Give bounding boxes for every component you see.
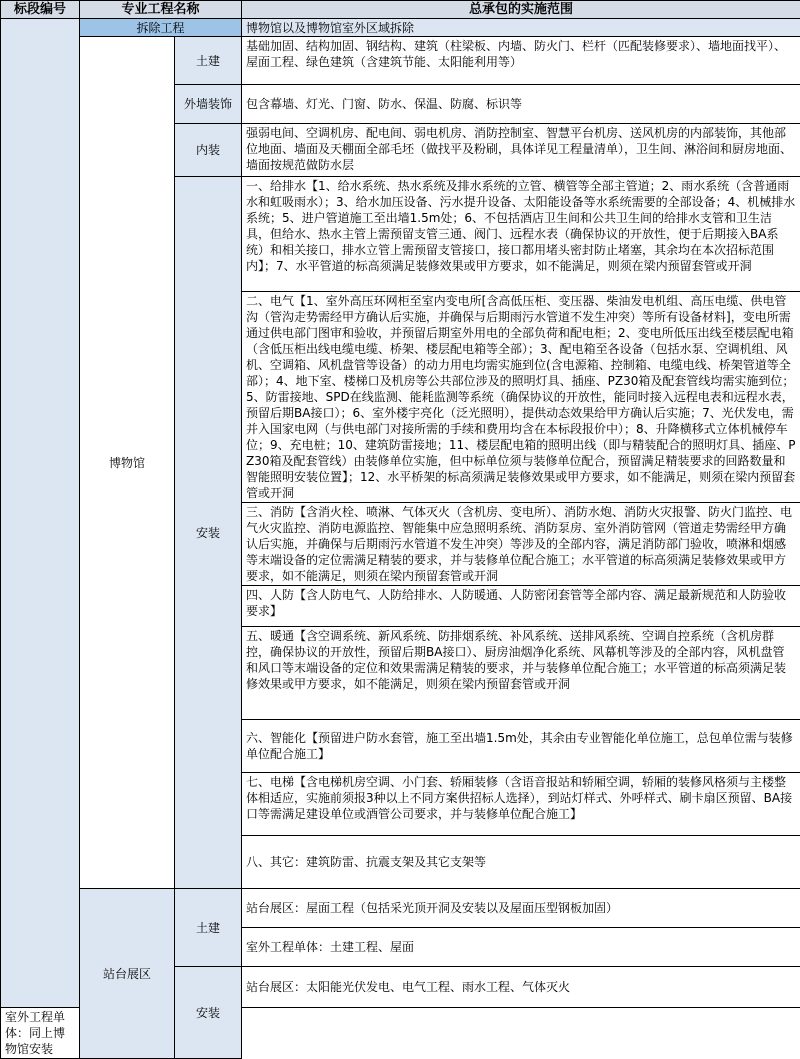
- header-row: [1, 1, 800, 19]
- install-item: 三、消防【含消火栓、喷淋、气体灭火（含机房、变电所）、消防水炮、消防火灾报警、防火门监控、电气火灾监控、消防电源监控、智能集中应急照明系统、消防泵房、室外消防管网（管道走势需经甲方确认后实施，并确保与后期雨污水管道不发生冲突）等涉及的全部内容，满足消防部门验收，喷淋和烟感等末端设备的定位需满足精装的要求，并与装修单位配合施工；水平管道的标高须满足装修效果或甲方要求，如不能满足，则须在梁内预留套管或开洞: [242, 503, 800, 586]
- install-item: 二、电气【1、室外高压环网柜至室内变电所[含高低压柜、变压器、柴油发电机组、高压电缆、供电管沟（管沟走势需经甲方确认后实施，并确保与后期雨污水管道不发生冲突）等所有设备材料]，变电所需通过供电部门图审和验收，并预留后期室外用电的全部负荷和配电柜；2、变电所低压出线至楼层配电箱（含低压柜出线电缆电缆、桥架、楼层配电箱等全部）；3、配电箱至各设备（包括水泵、空调机组、风机、空调箱、风机盘管等设备）的动力用电均需实施到位(含电源箱、控制箱、电缆电线、桥架管道等全部）；4、地下室、楼梯口及机房等公共部位涉及的照明灯具、插座、PZ30箱及配套管线均需实施到位；5、防雷接地、SPD在线监测、能耗监测等系统（确保协议的开放性，能同时接入远程电表和远程水表，预留后期BA接口）；6、室外楼宇亮化（泛光照明），提供动态效果给甲方确认后实施；7、光伏发电，需并入国家电网（与供电部门对接所需的手续和费用均含在本标段报价中）；8、升降横移式立体机械停车位；9、充电桩；10、建筑防雷接地；11、楼层配电箱的照明出线（即与精装配合的照明灯具、插座、PZ30箱及配套管线）由装修单位实施，但中标单位须与装修单位配合，预留满足精装要求的回路数量和智能照明安装位置】；12、水平桥架的标高须满足装修效果或甲方要求，如不能满足，则须在梁内预留套管或开洞: [242, 292, 800, 503]
- install-item: 四、人防【含人防电气、人防给排水、人防暖通、人防密闭套管等全部内容、满足最新规范和人防验收要求】: [242, 586, 800, 627]
- platform-install-label: 安装: [175, 967, 242, 1059]
- museum-interior-text: 强弱电间、空调机房、配电间、弱电机房、消防控制室、智慧平台机房、送风机房的内部装饰，其他部位地面、墙面及天棚面全部毛坯（做找平及粉刷，具体详见工程量清单），卫生间、淋浴间和厨房地面、墙面按规范做防水层: [242, 124, 800, 177]
- demolition-row: [1, 19, 800, 37]
- install-item: 七、电梯【含电梯机房空调、小门套、轿厢装修（含语音报站和轿厢空调，轿厢的装修风格须与主楼整体相适应，实施前须报3种以上不同方案供招标人选择），到站灯样式、外呼样式、刷卡扇区预留、BA接口等需满足建设单位或酒管公司要求，并与装修单位配合施工】: [242, 773, 800, 836]
- museum-interior-label: 内装: [175, 124, 242, 177]
- install-item: 六、智能化【预留进户防水套管，施工至出墙1.5m处，其余由专业智能化单位施工，总包单位需与装修单位配合施工】: [242, 720, 800, 773]
- museum-facade-text: 包含幕墙、灯光、门窗、防水、保温、防腐、标识等: [242, 85, 800, 124]
- platform-install-text-1: 站台展区：太阳能光伏发电、电气工程、雨水工程、气体灭火: [242, 967, 800, 1008]
- museum-civil-label: 土建: [175, 37, 242, 85]
- platform-name: 站台展区: [80, 889, 175, 1059]
- install-item: 五、暖通【含空调系统、新风系统、防排烟系统、补风系统、送排风系统、空调自控系统（含机房群控，确保协议的开放性，预留后期BA接口）、厨房油烟净化系统、风幕机等涉及的全部内容，风机盘管和风口等末端设备的定位和效果需满足精装的要求，并与装修单位配合施工；水平管道的标高须满足装修效果或甲方要求，如不能满足，则须在梁内预留套管或开洞: [242, 627, 800, 720]
- museum-install-label: 安装: [175, 177, 242, 889]
- museum-civil-row: [1, 37, 800, 85]
- platform-civil-text-1: 站台展区：屋面工程（包括采光顶开洞及安装以及屋面压型钢板加固）: [242, 889, 800, 928]
- install-item: 八、其它：建筑防雷、抗震支架及其它支架等: [242, 836, 800, 889]
- museum-civil-text: 基础加固、结构加固、钢结构、建筑（柱梁板、内墙、防火门、栏杆（匹配装修要求）、墙地面找平）、屋面工程、绿色建筑（含建筑节能、太阳能利用等）: [242, 37, 800, 85]
- platform-install-text-2: 室外工程单体：同上博物馆安装: [1, 1008, 80, 1059]
- museum-facade-label: 外墙装饰: [175, 85, 242, 124]
- header-project-name: 专业工程名称: [80, 1, 242, 19]
- museum-name: 博物馆: [80, 37, 175, 889]
- header-scope: 总承包的实施范围: [242, 1, 800, 19]
- section-code-cell: [1, 19, 80, 1008]
- platform-civil-row-1: [1, 889, 800, 928]
- platform-civil-text-2: 室外工程单体：土建工程、屋面: [242, 928, 800, 967]
- demolition-scope: 博物馆以及博物馆室外区域拆除: [242, 19, 800, 37]
- install-item: 一、给排水【1、给水系统、热水系统及排水系统的立管、横管等全部主管道；2、雨水系统（含普通雨水和虹吸雨水）；3、给水加压设备、污水提升设备、太阳能设备等水系统需要的全部设备；4、机械排水系统；5、进户管道施工至出墙1.5m处；6、不包括酒店卫生间和公共卫生间的给排水支管和卫生洁具，但给水、热水主管上需预留支管三通、阀门、远程水表（确保协议的开放性，便于后期接入BA系统）和相关接口，排水立管上需预留支管接口，接口都用堵头密封防止堵塞，其余均在本次招标范围内】；7、水平管道的标高须满足装修效果或甲方要求，如不能满足，则须在梁内预留套管或开洞: [242, 177, 800, 292]
- demolition-name: 拆除工程: [80, 19, 242, 37]
- platform-civil-label: 土建: [175, 889, 242, 967]
- header-section-code: 标段编号: [1, 1, 80, 19]
